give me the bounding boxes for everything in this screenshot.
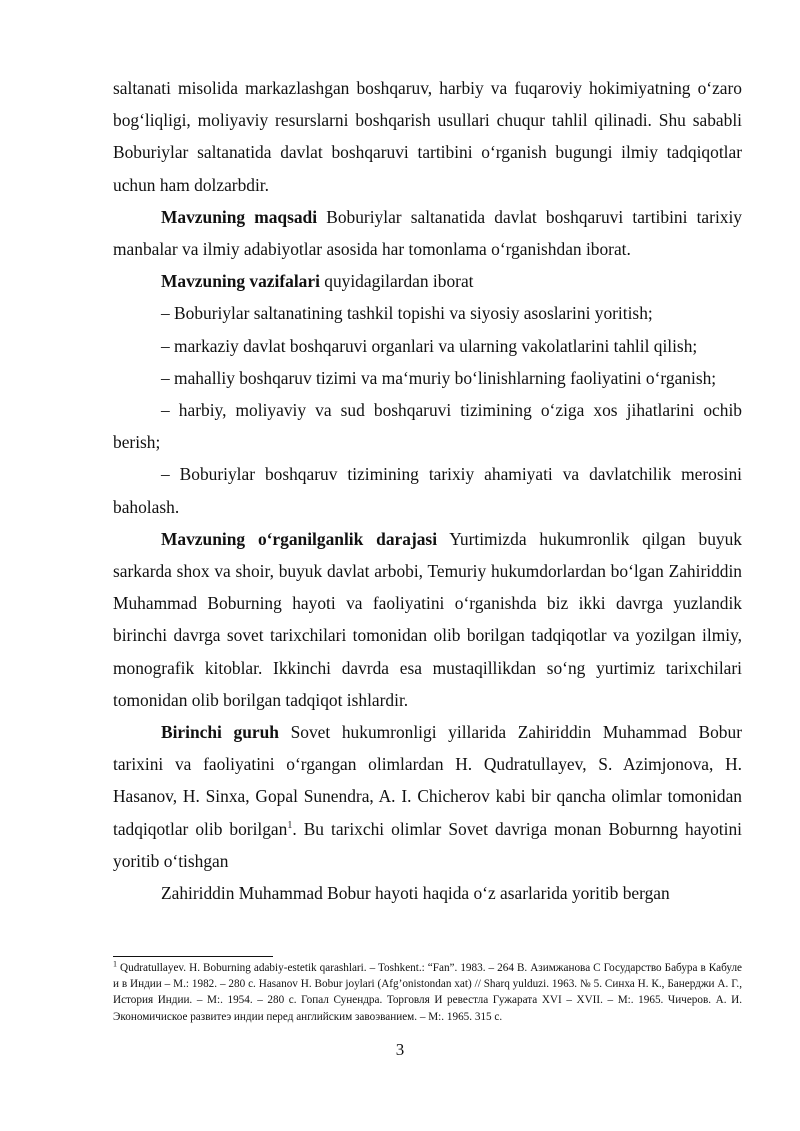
footnote	[113, 960, 742, 1025]
body-text	[113, 72, 742, 909]
tasks-heading: Mavzuning vazifalari	[161, 271, 320, 292]
footnote-text: Qudratullayev. H. Boburning adabiy-estetik qarashlari. – Toshkent.: “Fan”. 1983. – 264 B. Азимжанова С Государство Бабура в Кабуле и в Индии – М.: 1982. – 280 с. Hasanov H. Bobur joylari (Afg’onistondan xat) // Sharq yulduzi. 1963. № 5. Синха Н. К., Банерджи А. Г., История Индии. – М:. 1954. – 280 с. Гопал Сунендра. Торговля И ревестла Гужарата XVI – XVII. – М:. 1965. Чичеров. А. И. Экономичиское развитеэ индии перед английским завоэванием. – М:. 1965. 315 с.	[113, 962, 742, 1023]
task-item: – harbiy, moliyaviy va sud boshqaruvi tizimining o‘ziga xos jihatlarini ochib berish;	[113, 400, 742, 453]
tasks-intro-text: quyidagilardan iborat	[319, 271, 474, 292]
research-level-text: Yurtimizda hukumronlik qilgan buyuk sarkarda shox va shoir, buyuk davlat arbobi, Temuriy hukumdorlardan bo‘lgan Zahiriddin Muhammad Boburning hayoti va faoliyatini o‘rganishda biz ikki davrga yuzlandik birinchi davrga sovet tarixchilari tomonidan olib borilgan tadqiqotlar va yozilgan ilmiy, monografik kitoblar. Ikkinchi davrda esa mustaqillikdan so‘ng yurtimiz tarixchilari tomonidan olib borilgan tadqiqot ishlardir.	[113, 528, 742, 710]
paragraph-first-group	[113, 716, 742, 877]
task-item: – Boburiylar boshqaruv tizimining tarixiy ahamiyati va davlatchilik merosini baholash.	[113, 464, 742, 517]
goal-text: Boburiylar saltanatida davlat boshqaruvi tartibini tarixiy manbalar va ilmiy adabiyotlar asosida har tomonlama o‘rganishdan iborat.	[113, 206, 742, 260]
paragraph-goal	[113, 201, 742, 265]
paragraph-last: Zahiriddin Muhammad Bobur hayoti haqida o‘z asarlarida yoritib bergan	[161, 883, 670, 904]
first-group-text: Sovet hukumronligi yillarida Zahiriddin Muhammad Bobur tarixini va faoliyatini o‘rgangan olimlardan H. Qudratullayev, S. Azimjonova, H. Hasanov, H. Sinxa, Gopal Sunendra, A. I. Chicherov kabi bir qancha olimlar tomonidan tadqiqotlar olib borilgan	[113, 722, 742, 839]
research-level-heading: Mavzuning o‘rganilganlik darajasi	[161, 528, 438, 549]
footnote-marker: 1	[113, 959, 117, 969]
task-item: – mahalliy boshqaruv tizimi va ma‘muriy bo‘linishlarning faoliyatini o‘rganish;	[161, 367, 717, 388]
paragraph-research-level	[113, 523, 742, 716]
goal-heading: Mavzuning maqsadi	[161, 206, 318, 227]
first-group-heading: Birinchi guruh	[161, 722, 279, 743]
task-item: – Boburiylar saltanatining tashkil topishi va siyosiy asoslarini yoritish;	[161, 303, 653, 324]
first-group-text-tail: . Bu tarixchi olimlar Sovet davriga monan Boburnng hayotini yoritib o‘tishgan	[113, 818, 742, 871]
page-number: 3	[395, 1040, 405, 1059]
paragraph-intro-text: saltanati misolida markazlashgan boshqaruv, harbiy va fuqaroviy hokimiyatning o‘zaro bog‘liqligi, moliyaviy resurslarni boshqarish usullari chuqur tahlil qilinadi. Shu sababli Boburiylar saltanatida davlat boshqaruvi tartibini o‘rganish bugungi ilmiy tadqiqotlar uchun ham dolzarbdir.	[113, 78, 742, 195]
paragraph-intro	[113, 72, 742, 201]
footnote-separator	[113, 956, 273, 957]
paragraph-tasks	[113, 265, 742, 297]
footnote-reference[interactable]: 1	[287, 819, 293, 831]
task-item: – markaziy davlat boshqaruvi organlari va ularning vakolatlarini tahlil qilish;	[161, 335, 698, 356]
